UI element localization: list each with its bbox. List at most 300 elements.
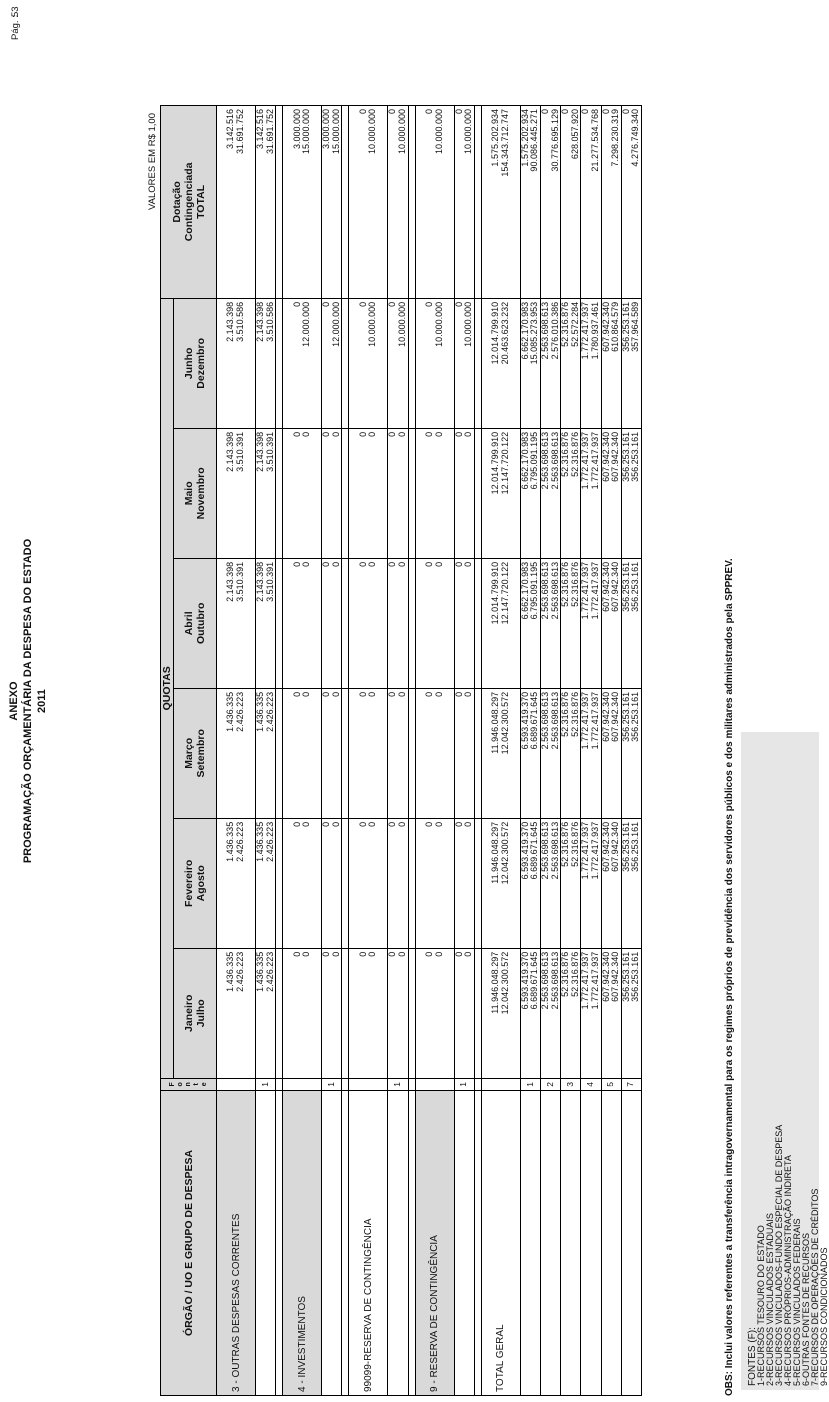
value-top: 0 [387, 691, 398, 697]
value-top: 356.253.161 [620, 951, 631, 1002]
value-cell [283, 298, 322, 428]
document-title: PROGRAMAÇÃO ORÇAMENTÁRIA DA DESPESA DO ESTADO [22, 538, 34, 864]
value-top: 0 [580, 109, 591, 115]
value-top: 0 [423, 431, 434, 437]
value-cell [388, 688, 408, 818]
value-bottom: 12.147.720.122 [499, 431, 510, 495]
fonte-cell: 2 [540, 1078, 560, 1090]
value-cell [561, 948, 581, 1078]
spacer-cell [408, 298, 415, 428]
value-top: 2.563.698.613 [539, 301, 550, 360]
fonte-cell [283, 1078, 322, 1090]
value-cell [415, 106, 454, 299]
spacer-row [474, 106, 481, 1396]
value-bottom: 6.689.671.645 [529, 691, 540, 750]
spacer-cell [276, 428, 283, 558]
value-top: 52.316.876 [560, 951, 571, 997]
value-cell [621, 948, 641, 1078]
group-2-total-row [349, 106, 388, 1396]
value-bottom: 52.572.284 [569, 301, 580, 347]
spacer-cell [342, 298, 349, 428]
value-cell [520, 298, 540, 428]
value-cell [217, 298, 256, 428]
value-top: 2.563.698.613 [539, 821, 550, 880]
value-top: 0 [453, 109, 464, 115]
value-top: 1.772.417.937 [580, 561, 591, 620]
value-bottom: 3.510.586 [235, 301, 245, 342]
value-bottom: 3.510.391 [264, 561, 275, 602]
value-bottom: 356.253.161 [630, 951, 641, 1002]
value-top: 356.253.161 [620, 301, 631, 352]
value-top: 0 [357, 431, 368, 437]
value-bottom: 0 [396, 561, 407, 567]
value-cell [581, 558, 601, 688]
value-top: 1.436.335 [255, 951, 265, 992]
value-top: 356.253.161 [620, 691, 631, 742]
value-bottom: 356.253.161 [630, 821, 641, 872]
value-cell [322, 818, 342, 948]
value-bottom: 6.689.671.645 [529, 951, 540, 1010]
value-top: 356.253.161 [620, 561, 631, 612]
value-top: 1.772.417.937 [580, 821, 591, 880]
value-top: 2.143.398 [255, 431, 265, 472]
value-bottom: 0 [330, 561, 341, 567]
spacer-cell [408, 558, 415, 688]
value-cell [283, 688, 322, 818]
value-cell [217, 558, 256, 688]
month-bottom: Dezembro [195, 337, 207, 389]
value-top: 0 [291, 691, 302, 697]
group-3-total-row [415, 106, 454, 1396]
value-top: 0 [453, 431, 464, 437]
spacer-cell [408, 106, 415, 299]
fonte-cell: 1 [520, 1078, 540, 1090]
value-bottom: 0 [433, 691, 444, 697]
value-bottom: 0 [301, 821, 312, 827]
value-top: 0 [453, 691, 464, 697]
spacer-cell [474, 1090, 481, 1395]
spacer-cell [276, 1090, 283, 1395]
value-cell [601, 818, 621, 948]
spacer-row [342, 106, 349, 1396]
dotacao-line: TOTAL [194, 184, 207, 219]
spacer-cell [342, 106, 349, 299]
value-bottom: 0 [367, 431, 378, 437]
value-cell [454, 428, 474, 558]
page-number: 53 [10, 6, 21, 17]
value-top: 11.946.048.297 [490, 691, 501, 754]
total-geral-total-row [481, 106, 520, 1396]
value-top: 607.942.340 [600, 301, 611, 352]
spacer-cell [276, 948, 283, 1078]
value-cell [601, 428, 621, 558]
value-cell [540, 106, 560, 299]
value-top: 2.143.398 [255, 301, 265, 342]
fonte-legend-item: 6-OUTRAS FONTES DE RECURSOS [801, 1232, 811, 1386]
spacer-cell [474, 298, 481, 428]
value-top: 6.662.170.983 [519, 301, 530, 360]
header-dotacao [161, 106, 217, 299]
value-top: 11.946.048.297 [490, 951, 501, 1014]
value-bottom: 2.426.223 [235, 951, 245, 992]
value-top: 52.316.876 [560, 431, 571, 477]
value-bottom: 2.426.223 [264, 821, 275, 862]
value-top: 1.436.335 [225, 951, 236, 992]
value-bottom: 6.795.091.195 [529, 431, 540, 490]
spacer-cell [342, 1090, 349, 1395]
value-top: 1.575.202.934 [519, 109, 530, 167]
value-bottom: 6.689.671.645 [529, 821, 540, 880]
value-bottom: 0 [463, 821, 474, 827]
value-cell [283, 948, 322, 1078]
value-bottom: 20.463.623.232 [499, 301, 510, 365]
value-bottom: 0 [463, 691, 474, 697]
value-bottom: 10.000.000 [433, 301, 444, 347]
value-cell [388, 948, 408, 1078]
spacer-cell [408, 428, 415, 558]
value-top: 0 [321, 821, 332, 827]
value-cell [481, 558, 520, 688]
value-bottom: 15.085.273.953 [529, 301, 540, 365]
fonte-legend-item: 3-RECURSOS VINCULADOS-FUNDO ESPECIAL DE DESPESA [774, 1124, 784, 1386]
value-cell [621, 298, 641, 428]
value-cell [217, 688, 256, 818]
value-bottom: 0 [301, 561, 312, 567]
group-1-source-row [322, 106, 342, 1396]
value-bottom: 0 [367, 821, 378, 827]
value-top: 2.563.698.613 [539, 561, 550, 620]
month-top: Maio [183, 481, 195, 506]
value-bottom: 1.772.417.937 [589, 561, 600, 620]
header-month-3 [174, 558, 217, 688]
spacer-cell [276, 688, 283, 818]
spacer-cell [408, 818, 415, 948]
value-cell [322, 106, 342, 299]
value-top: 2.563.698.613 [539, 431, 550, 490]
value-bottom: 610.864.579 [610, 301, 621, 352]
value-top: 12.014.799.910 [490, 431, 501, 495]
value-cell [256, 558, 276, 688]
value-cell [349, 106, 388, 299]
value-bottom: 3.510.391 [235, 431, 245, 472]
value-cell [388, 558, 408, 688]
value-bottom: 357.964.589 [630, 301, 641, 352]
value-top: 0 [321, 301, 332, 307]
value-bottom: 52.316.876 [569, 561, 580, 607]
value-cell [621, 428, 641, 558]
spacer-cell [474, 1078, 481, 1090]
value-cell [581, 106, 601, 299]
fonte-legend-item: 5-RECURSOS VINCULADOS FEDERAIS [792, 1218, 802, 1386]
fonte-legend-item: 7-RECURSOS DE OPERAÇÕES DE CRÉDITOS [810, 1188, 820, 1386]
value-bottom: 0 [396, 691, 407, 697]
value-cell [520, 948, 540, 1078]
value-cell [415, 298, 454, 428]
value-cell [601, 106, 621, 299]
value-bottom: 12.042.300.572 [499, 691, 510, 755]
month-bottom: Outubro [195, 602, 207, 645]
value-bottom: 0 [330, 691, 341, 697]
value-top: 0 [387, 821, 398, 827]
value-cell [256, 948, 276, 1078]
value-top: 3.000.000 [291, 109, 302, 150]
value-bottom: 0 [301, 951, 312, 957]
value-cell [256, 428, 276, 558]
spacer-row [276, 106, 283, 1396]
value-cell [256, 298, 276, 428]
spacer-cell [408, 948, 415, 1078]
value-bottom: 0 [396, 821, 407, 827]
value-cell [322, 688, 342, 818]
value-top: 607.942.340 [600, 951, 611, 1002]
value-bottom: 7.298.230.319 [610, 109, 621, 167]
value-bottom: 1.772.417.937 [589, 691, 600, 750]
value-bottom: 10.000.000 [396, 109, 407, 155]
group-2-label: 99099-RESERVA DE CONTINGÊNCIA [349, 1090, 388, 1395]
value-top: 356.253.161 [620, 431, 631, 482]
value-bottom: 0 [396, 431, 407, 437]
fonte-cell: 1 [454, 1078, 474, 1090]
obs-note: OBS: Inclui valores referentes a transferência intragovernamental para os regimes próprios de previdência dos servidores públicos e dos militares administrados pela SPPREV. [724, 558, 735, 1396]
spacer-cell [342, 948, 349, 1078]
row-label-empty [256, 1090, 276, 1395]
fonte-legend-item: 2-RECURSOS VINCULADOS ESTADUAIS [765, 1213, 775, 1386]
fonte-cell [415, 1078, 454, 1090]
group-1-label: 4 - INVESTIMENTOS [283, 1090, 322, 1395]
fonte-cell: 1 [322, 1078, 342, 1090]
header-month-5 [174, 298, 217, 428]
value-top: 0 [357, 301, 368, 307]
month-bottom: Novembro [195, 467, 207, 520]
header-fonte: F o n t e [161, 1078, 217, 1090]
value-bottom: 2.426.223 [264, 951, 275, 992]
spacer-cell [276, 1078, 283, 1090]
value-cell [322, 558, 342, 688]
value-bottom: 31.691.752 [235, 109, 245, 155]
fontes-legend [741, 732, 829, 1390]
value-top: 0 [423, 561, 434, 567]
spacer-cell [342, 1078, 349, 1090]
value-bottom: 356.253.161 [630, 561, 641, 612]
value-top: 0 [539, 109, 550, 115]
value-bottom: 12.147.720.122 [499, 561, 510, 625]
spacer-cell [276, 558, 283, 688]
value-cell [454, 558, 474, 688]
group-3-label: 9 - RESERVA DE CONTINGÊNCIA [415, 1090, 454, 1395]
value-cell [601, 558, 621, 688]
value-cell [601, 948, 621, 1078]
value-top: 11.946.048.297 [490, 821, 501, 884]
value-cell [217, 428, 256, 558]
fonte-legend-item: 4-RECURSOS PRÓPRIOS-ADMINISTRAÇÃO INDIRETA [783, 1155, 793, 1386]
value-top: 0 [321, 951, 332, 957]
spacer-cell [408, 688, 415, 818]
value-cell [540, 298, 560, 428]
value-cell [454, 948, 474, 1078]
value-top: 607.942.340 [600, 561, 611, 612]
value-top: 0 [423, 301, 434, 307]
value-cell [581, 688, 601, 818]
value-top: 0 [453, 951, 464, 957]
value-bottom: 1.772.417.937 [589, 431, 600, 490]
fonte-cell: 1 [388, 1078, 408, 1090]
row-label-empty [388, 1090, 408, 1395]
value-bottom: 90.086.445.271 [529, 109, 540, 172]
value-bottom: 0 [463, 431, 474, 437]
total-geral-source-row [621, 106, 641, 1396]
value-bottom: 10.000.000 [367, 109, 378, 155]
month-bottom: Julho [195, 999, 207, 1028]
spacer-cell [276, 106, 283, 299]
value-cell [322, 948, 342, 1078]
value-cell [283, 106, 322, 299]
spacer-cell [474, 818, 481, 948]
fonte-cell: 1 [256, 1078, 276, 1090]
value-bottom: 154.343.712.747 [499, 109, 510, 177]
row-label-empty [322, 1090, 342, 1395]
value-cell [601, 688, 621, 818]
value-bottom: 30.776.695.129 [549, 109, 560, 172]
value-top: 12.014.799.910 [490, 561, 501, 625]
value-bottom: 21.277.534.768 [589, 109, 600, 172]
value-top: 52.316.876 [560, 691, 571, 737]
value-top: 0 [291, 951, 302, 957]
spacer-cell [474, 106, 481, 299]
value-top: 0 [453, 821, 464, 827]
value-cell [454, 818, 474, 948]
value-top: 0 [600, 109, 611, 115]
value-bottom: 52.316.876 [569, 951, 580, 997]
group-0-source-row [256, 106, 276, 1396]
value-cell [217, 948, 256, 1078]
month-top: Fevereiro [183, 859, 195, 907]
row-label-empty [601, 1090, 621, 1395]
fonte-legend-item: 1-RECURSOS TESOURO DO ESTADO [756, 1225, 766, 1386]
spacer-cell [342, 818, 349, 948]
total-geral-source-row [540, 106, 560, 1396]
spacer-cell [474, 428, 481, 558]
fonte-legend-item: 9-RECURSOS CONDICIONADOS [819, 1247, 829, 1386]
value-bottom: 0 [367, 691, 378, 697]
page-label: Pág. : [10, 15, 21, 40]
spacer-row [408, 106, 415, 1396]
total-geral-source-row [601, 106, 621, 1396]
value-cell [561, 558, 581, 688]
value-bottom: 356.253.161 [630, 691, 641, 742]
value-bottom: 52.316.876 [569, 431, 580, 477]
value-top: 607.942.340 [600, 691, 611, 742]
value-bottom: 2.563.698.613 [549, 691, 560, 750]
value-bottom: 607.942.340 [610, 821, 621, 872]
fonte-cell [349, 1078, 388, 1090]
value-cell [349, 558, 388, 688]
value-top: 0 [357, 951, 368, 957]
spacer-cell [474, 688, 481, 818]
value-cell [621, 688, 641, 818]
value-bottom: 607.942.340 [610, 951, 621, 1002]
spacer-cell [342, 688, 349, 818]
value-top: 52.316.876 [560, 821, 571, 867]
value-top: 1.772.417.937 [580, 301, 591, 360]
total-geral-source-row [561, 106, 581, 1396]
value-top: 0 [321, 561, 332, 567]
total-geral-source-row [520, 106, 540, 1396]
value-cell [415, 818, 454, 948]
value-top: 0 [453, 561, 464, 567]
value-bottom: 10.000.000 [463, 109, 474, 155]
value-top: 607.942.340 [600, 821, 611, 872]
header-month-2 [174, 688, 217, 818]
value-top: 3.000.000 [321, 109, 332, 150]
value-top: 356.253.161 [620, 821, 631, 872]
value-top: 6.662.170.983 [519, 431, 530, 490]
value-bottom: 2.426.223 [235, 821, 245, 862]
fonte-cell [481, 1078, 520, 1090]
value-bottom: 12.000.000 [301, 301, 312, 347]
row-label-empty [540, 1090, 560, 1395]
value-top: 52.316.876 [560, 561, 571, 607]
dotacao-line: Contingenciada [182, 162, 195, 242]
value-bottom: 10.000.000 [433, 109, 444, 155]
value-cell [581, 298, 601, 428]
row-label-empty [621, 1090, 641, 1395]
spacer-cell [276, 298, 283, 428]
value-cell [540, 558, 560, 688]
value-top: 6.593.419.370 [519, 691, 530, 750]
value-cell [540, 428, 560, 558]
row-label-empty [454, 1090, 474, 1395]
value-cell [561, 818, 581, 948]
value-bottom: 0 [433, 821, 444, 827]
value-top: 1.575.202.934 [490, 109, 501, 167]
value-cell [481, 948, 520, 1078]
value-bottom: 15.000.000 [301, 109, 312, 155]
document-year: 2011 [36, 689, 48, 713]
header-month-1 [174, 818, 217, 948]
value-bottom: 607.942.340 [610, 561, 621, 612]
header-month-0 [174, 948, 217, 1078]
value-top: 6.662.170.983 [519, 561, 530, 620]
value-cell [581, 818, 601, 948]
value-cell [540, 818, 560, 948]
spacer-cell [408, 1090, 415, 1395]
value-top: 1.772.417.937 [580, 951, 591, 1010]
row-label-empty [581, 1090, 601, 1395]
value-bottom: 0 [301, 431, 312, 437]
value-cell [349, 688, 388, 818]
value-bottom: 2.426.223 [235, 691, 245, 732]
value-top: 0 [387, 951, 398, 957]
fonte-cell: 5 [601, 1078, 621, 1090]
value-bottom: 0 [301, 691, 312, 697]
value-bottom: 3.510.391 [235, 561, 245, 602]
value-cell [349, 948, 388, 1078]
group-3-source-row [454, 106, 474, 1396]
header-month-4 [174, 428, 217, 558]
value-top: 1.436.335 [225, 691, 236, 732]
value-top: 1.772.417.937 [580, 691, 591, 750]
value-bottom: 1.772.417.937 [589, 821, 600, 880]
value-cell [481, 106, 520, 299]
value-bottom: 2.576.010.386 [549, 301, 560, 360]
value-bottom: 0 [463, 951, 474, 957]
value-bottom: 356.253.161 [630, 431, 641, 482]
month-top: Março [183, 737, 195, 769]
value-cell [454, 688, 474, 818]
value-top: 0 [357, 821, 368, 827]
value-top: 0 [291, 301, 302, 307]
value-bottom: 0 [396, 951, 407, 957]
